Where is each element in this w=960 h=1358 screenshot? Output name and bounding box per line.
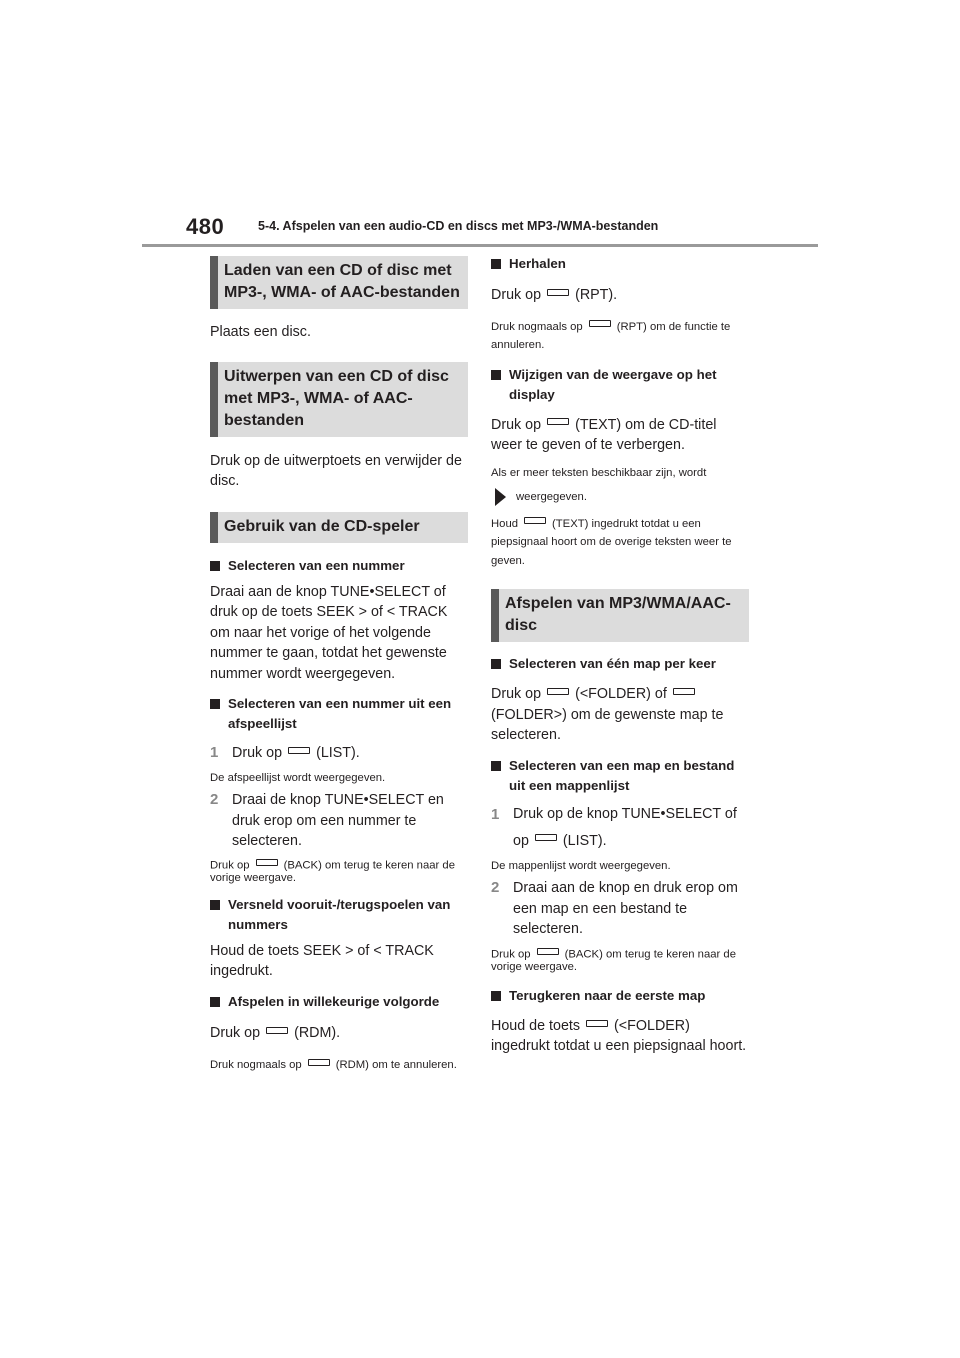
- folder-prev-button-icon: [586, 1020, 608, 1027]
- note-text: (RPT) om de functie te annuleren.: [491, 320, 731, 351]
- right-column: [491, 256, 749, 1057]
- select-track-text: Draai aan de knop TUNE•SELECT of druk op de toets SEEK > of < TRACK om naar het vorige of het volgende nummer te gaan, totdat het gewenste nummer wordt weergegeven.: [210, 583, 448, 682]
- bullet-square-icon: [491, 991, 501, 1001]
- text-button-icon: [524, 517, 546, 524]
- page-number: 480: [186, 214, 225, 239]
- subheading-display: [491, 365, 749, 405]
- back-note: [210, 859, 468, 885]
- instruction-text: (TEXT) om de CD-titel weer te geven of te verbergen.: [491, 416, 717, 453]
- fast-forward-text: Houd de toets SEEK > of < TRACK ingedrukt.: [210, 942, 434, 980]
- note-text: Druk nogmaals op: [210, 1059, 302, 1072]
- subheading-text: Wijzigen van de weergave op het display: [509, 366, 717, 402]
- subheading-text: Selecteren van een nummer: [228, 557, 405, 573]
- note-text: Druk op: [491, 947, 531, 960]
- subheading-text: Terugkeren naar de eerste map: [509, 987, 706, 1003]
- subheading-random: [210, 992, 468, 1012]
- instruction-text: (<FOLDER) ingedrukt totdat u een piepsignaal hoort.: [491, 1017, 747, 1055]
- section-title: 5-4. Afspelen van een audio-CD en discs met MP3-/WMA-bestanden: [258, 219, 659, 233]
- instruction-text: Druk op: [491, 287, 542, 303]
- header-divider: [142, 244, 818, 247]
- back-button-icon: [256, 859, 278, 866]
- note-text: (RDM) om te annuleren.: [335, 1059, 457, 1072]
- step-text: Draai aan de knop en druk erop om een map en een bestand te selecteren.: [513, 880, 738, 937]
- note-text: (TEXT) ingedrukt totdat u een piepsignaal hoort om de overige teksten weer te geven.: [491, 517, 732, 567]
- subheading-text: Selecteren van één map per keer: [509, 656, 716, 671]
- subheading-repeat: [491, 254, 749, 274]
- bullet-square-icon: [491, 259, 501, 269]
- heading-cd-player: Gebruik van de CD-speler: [210, 512, 468, 543]
- hold-text-note: [491, 515, 749, 571]
- note-text: Druk nogmaals op: [491, 320, 583, 333]
- bullet-square-icon: [210, 561, 220, 571]
- instruction-text: (RPT).: [575, 287, 618, 303]
- heading-loading-disc: Laden van een CD of disc met MP3-, WMA- of AAC-bestanden: [210, 256, 468, 309]
- bullet-square-icon: [491, 659, 501, 669]
- note-text: weergegeven.: [516, 491, 587, 503]
- instruction-text: Druk op: [210, 1024, 261, 1041]
- note-text: Houd: [491, 517, 519, 530]
- back-button-icon: [537, 948, 559, 955]
- instruction-text: (<FOLDER) of: [575, 686, 667, 702]
- step-number: 2: [210, 791, 219, 808]
- note-text: Druk op: [210, 858, 250, 871]
- bullet-square-icon: [491, 370, 501, 380]
- folder-list-note: De mappenlijst wordt weergegeven.: [491, 859, 671, 872]
- list-button-icon: [288, 747, 310, 754]
- playlist-step-2: [210, 790, 468, 852]
- folder-list-step-2: [491, 878, 749, 940]
- instruction-text: Druk op: [491, 686, 542, 702]
- step-number: 2: [491, 879, 500, 896]
- bullet-square-icon: [210, 900, 220, 910]
- rpt-button-icon: [589, 320, 611, 327]
- step-number: 1: [210, 744, 219, 761]
- playlist-note: De afspeellijst wordt weergegeven.: [210, 771, 386, 784]
- rdm-button-icon: [266, 1027, 288, 1034]
- bullet-square-icon: [210, 699, 220, 709]
- random-cancel-note: [210, 1056, 468, 1075]
- first-folder-instruction: [491, 1016, 749, 1057]
- list-button-icon: [535, 834, 557, 841]
- note-text: (BACK) om terug te keren naar de vorige weergave.: [491, 947, 736, 973]
- more-text-note: Als er meer teksten beschikbaar zijn, wordt: [491, 466, 707, 479]
- arrow-right-icon: [495, 488, 506, 506]
- display-instruction: [491, 415, 749, 456]
- subheading-text: Selecteren van een map en bestand uit een mappenlijst: [509, 757, 735, 793]
- rpt-button-icon: [547, 289, 569, 296]
- instruction-text: (RDM).: [294, 1024, 341, 1041]
- repeat-cancel-note: [491, 318, 749, 355]
- subheading-text: Herhalen: [509, 256, 566, 271]
- step-number: 1: [491, 805, 500, 823]
- instruction-text: (FOLDER>) om de gewenste map te selecteren.: [491, 706, 724, 743]
- folder-back-note: [491, 948, 749, 974]
- eject-instruction: Druk op de uitwerptoets en verwijder de disc.: [210, 452, 462, 489]
- more-text-indicator: [491, 488, 749, 507]
- instruction-text: Houd de toets: [491, 1017, 581, 1034]
- bullet-square-icon: [491, 761, 501, 771]
- heading-mp3-disc: Afspelen van MP3/WMA/AAC-disc: [491, 589, 749, 642]
- subheading-select-track: [210, 556, 468, 576]
- step-text: (LIST).: [316, 745, 360, 761]
- subheading-first-folder: [491, 986, 749, 1006]
- bullet-square-icon: [210, 997, 220, 1007]
- folder-instruction: [491, 684, 749, 746]
- playlist-step-1: [210, 743, 468, 764]
- text-button-icon: [547, 418, 569, 425]
- subheading-folder-list: [491, 756, 749, 796]
- step-text: Draai de knop TUNE•SELECT en druk erop om een nummer te selecteren.: [232, 792, 444, 849]
- note-text: (BACK) om terug te keren naar de vorige weergave.: [210, 858, 455, 884]
- rdm-button-icon: [308, 1059, 330, 1066]
- subheading-text: Afspelen in willekeurige volgorde: [228, 993, 440, 1009]
- subheading-text: Selecteren van een nummer uit een afspeellijst: [228, 696, 452, 731]
- repeat-instruction: [491, 285, 749, 306]
- random-instruction: [210, 1023, 468, 1044]
- folder-list-step-1: [491, 801, 749, 855]
- loading-instruction: Plaats een disc.: [210, 324, 311, 340]
- step-text: (LIST).: [562, 832, 607, 849]
- subheading-playlist: [210, 694, 468, 734]
- folder-next-button-icon: [673, 688, 695, 695]
- step-text: Druk op: [232, 745, 283, 761]
- left-column: [210, 256, 468, 1075]
- heading-eject-disc: Uitwerpen van een CD of disc met MP3-, WMA- of AAC-bestanden: [210, 362, 468, 437]
- subheading-fast-forward: [210, 895, 468, 935]
- subheading-folder: [491, 654, 749, 674]
- subheading-text: Versneld vooruit-/terugspoelen van nummers: [228, 896, 451, 932]
- instruction-text: Druk op: [491, 416, 542, 433]
- step-text: Druk op de knop TUNE•SELECT of op: [513, 805, 737, 849]
- folder-prev-button-icon: [547, 688, 569, 695]
